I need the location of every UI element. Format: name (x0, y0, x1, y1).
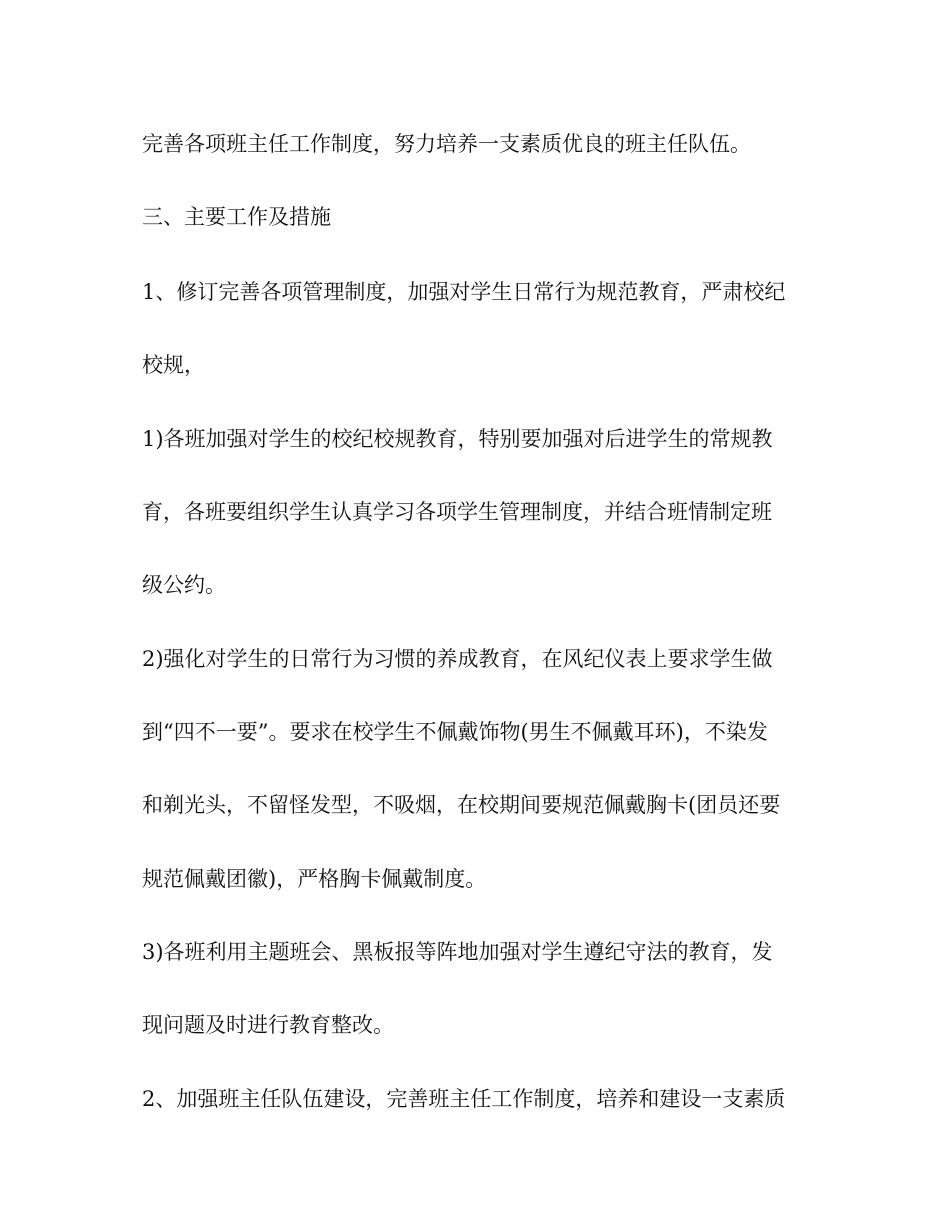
text-line: 和剃光头，不留怪发型，不吸烟，在校期间要规范佩戴胸卡(团员还要 (142, 793, 781, 817)
text-line: 校规， (142, 353, 205, 377)
text-line: 到“四不一要”。要求在校学生不佩戴饰物(男生不佩戴耳环)，不染发 (142, 720, 768, 744)
text-line: 育，各班要组织学生认真学习各项学生管理制度，并结合班情制定班 (142, 500, 772, 524)
text-line: 1、修订完善各项管理制度，加强对学生日常行为规范教育，严肃校纪 (142, 280, 786, 304)
text-line: 1)各班加强对学生的校纪校规教育，特别要加强对后进学生的常规教 (142, 427, 773, 451)
text-line: 3)各班利用主题班会、黑板报等阵地加强对学生遵纪守法的教育，发 (142, 940, 773, 964)
text-line: 级公约。 (142, 573, 226, 597)
text-line: 完善各项班主任工作制度，努力培养一支素质优良的班主任队伍。 (142, 132, 751, 156)
text-line: 2)强化对学生的日常行为习惯的养成教育，在风纪仪表上要求学生做 (142, 647, 773, 671)
text-line: 2、加强班主任队伍建设，完善班主任工作制度，培养和建设一支素质 (142, 1087, 786, 1111)
text-line: 规范佩戴团徽)，严格胸卡佩戴制度。 (142, 867, 487, 891)
text-line: 现问题及时进行教育整改。 (142, 1013, 394, 1037)
section-heading: 三、主要工作及措施 (142, 205, 331, 229)
